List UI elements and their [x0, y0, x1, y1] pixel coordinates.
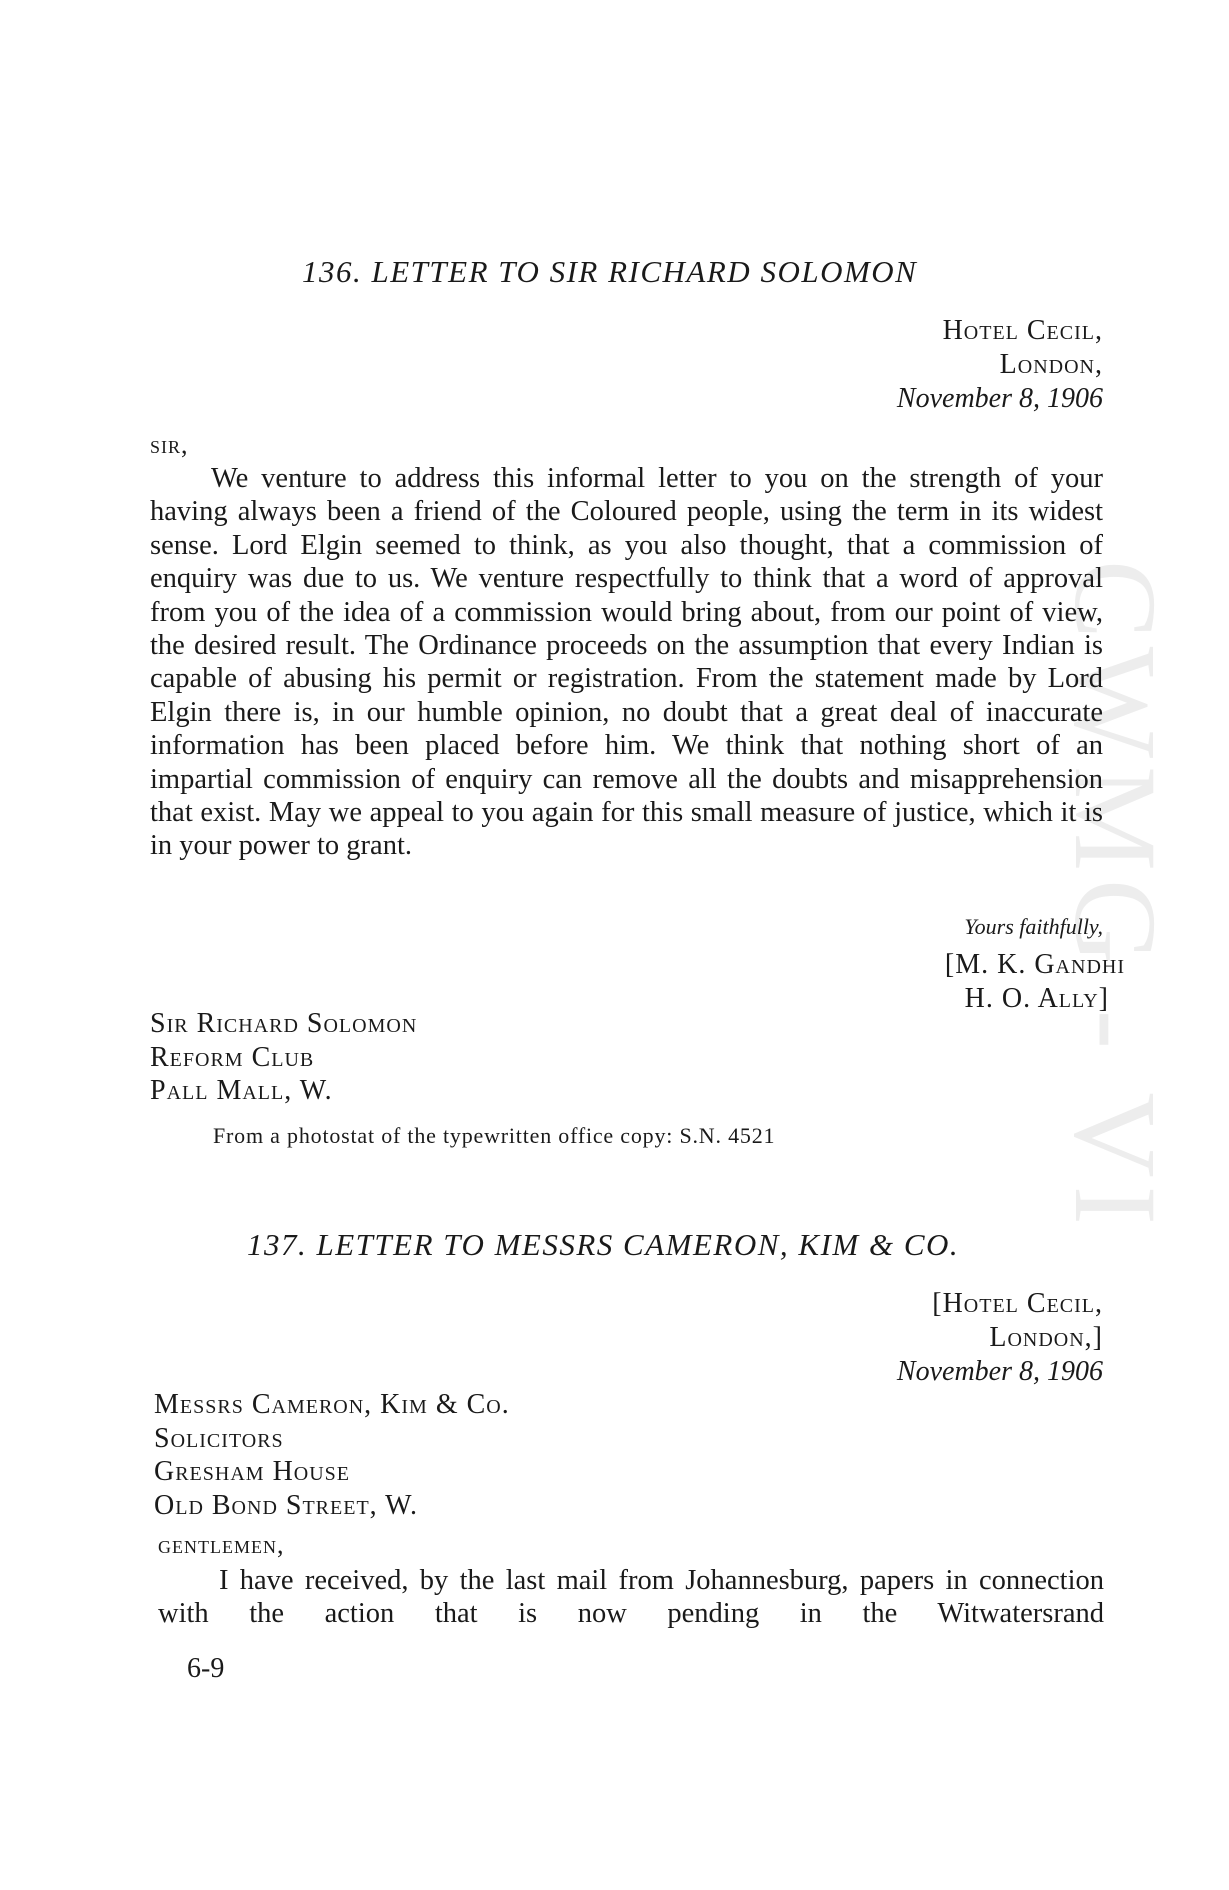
letter-136-address: [897, 314, 1103, 416]
signatory-1: [M. K. Gandhi: [944, 949, 1125, 980]
recipient-line-2: Reform Club: [150, 1041, 315, 1073]
recipient-line-1: Sir Richard Solomon: [150, 1008, 418, 1039]
watermark-text: CWMG VI: [1050, 560, 1156, 1233]
recipient-line-2: Solicitors: [154, 1422, 284, 1454]
page-number: 6-9: [187, 1653, 225, 1684]
letter-137-address: [897, 1287, 1103, 1389]
recipient-line-4: Old Bond Street, W.: [154, 1489, 419, 1521]
address-line-2: London,]: [989, 1322, 1103, 1353]
source-note: From a photostat of the typewritten office copy: S.N. 4521: [213, 1123, 776, 1148]
letter-137-date: November 8, 1906: [896, 1356, 1103, 1387]
address-line-1: [Hotel Cecil,: [932, 1288, 1103, 1319]
letter-136-heading: 136. LETTER TO SIR RICHARD SOLOMON: [302, 254, 918, 289]
closing: Yours faithfully,: [964, 914, 1103, 939]
letter-136-body: We venture to address this informal letter to you on the strength of your having always been a friend of the Coloured people, using the term in its widest sense. Lord Elgin seemed to think, as you also thought, that a commission of enquiry was due to us. We venture respectfully to think that a word of approval from you of the idea of a commission would bring about, from our point of view, the desired result. The Ordinance proceeds on the assumption that every Indian is capable of abusing his permit or registration. From the statement made by Lord Elgin there is, in our humble opinion, no doubt that a great deal of inaccurate information has been placed before him. We think that nothing short of an impartial commission of enquiry can remove all the doubts and misapprehension that exist. May we appeal to you again for this small measure of justice, which it is in your power to grant.: [150, 463, 1103, 862]
signatory-2: H. O. Ally]: [964, 983, 1109, 1014]
letter-137-heading: 137. LETTER TO MESSRS CAMERON, KIM & CO.: [247, 1227, 960, 1262]
letter-137-body: I have received, by the last mail from Johannesburg, papers in connection with the action that is now pending in the Witwatersrand: [158, 1565, 1104, 1630]
address-line-2: London,: [999, 349, 1103, 380]
recipient-line-1: Messrs Cameron, Kim & Co.: [154, 1389, 510, 1420]
letter-137-recipient: [154, 1388, 510, 1522]
letter-136-recipient: [150, 1007, 417, 1108]
address-line-1: Hotel Cecil,: [942, 315, 1103, 346]
letter-136-signoff: [944, 910, 1125, 1016]
recipient-line-3: Gresham House: [154, 1456, 351, 1487]
letter-137-salutation: gentlemen,: [158, 1530, 285, 1559]
recipient-line-3: Pall Mall, W.: [150, 1075, 333, 1106]
letter-136-salutation: sir,: [150, 430, 189, 459]
letter-136-date: November 8, 1906: [896, 383, 1103, 414]
